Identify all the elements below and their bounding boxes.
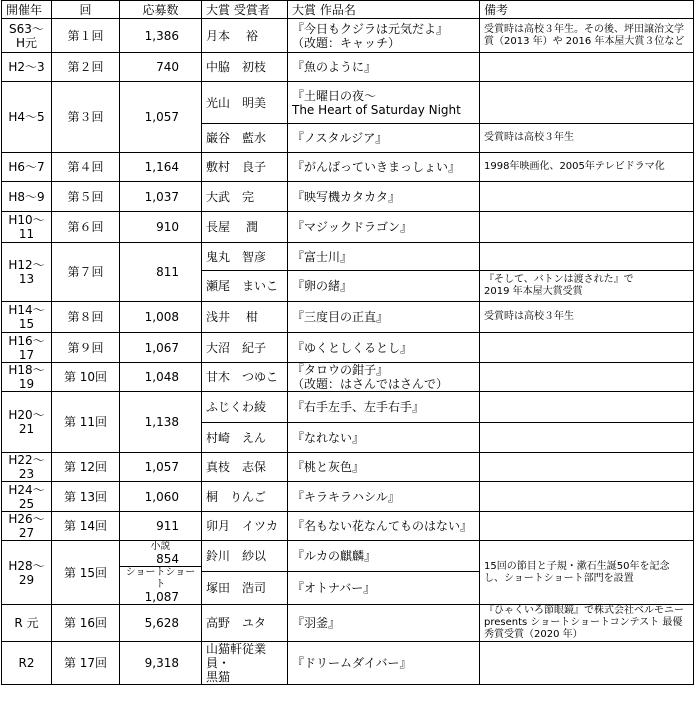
table-row [2, 182, 694, 212]
cell-title: 『なれない』 [288, 423, 480, 453]
table-row [2, 453, 694, 482]
cell-note [480, 182, 694, 212]
cell-year: H26〜27 [2, 512, 52, 541]
cell-title: 『ノスタルジア』 [288, 124, 480, 153]
table-row [2, 605, 694, 642]
cell-winner: 巌谷 藍水 [202, 124, 288, 153]
header-year: 開催年 [2, 1, 52, 19]
header-note: 備考 [480, 1, 694, 19]
count-category-label: ショートショート [125, 567, 196, 590]
cell-title: 『名もない花なんてものはない』 [288, 512, 480, 541]
cell-year: H28〜29 [2, 541, 52, 605]
cell-year: H14〜15 [2, 302, 52, 333]
cell-count: 1,048 [120, 363, 202, 392]
cell-count: 811 [120, 243, 202, 302]
cell-title: 『マジックドラゴン』 [288, 212, 480, 243]
cell-round: 第４回 [52, 153, 120, 182]
cell-note [480, 82, 694, 124]
header-title: 大賞 作品名 [288, 1, 480, 19]
cell-year: H8〜9 [2, 182, 52, 212]
cell-year: H4〜5 [2, 82, 52, 153]
cell-round: 第 15回 [52, 541, 120, 605]
cell-title: 『オトナバー』 [288, 572, 480, 605]
cell-round: 第７回 [52, 243, 120, 302]
cell-winner: 鈴川 紗以 [202, 541, 288, 572]
cell-title: 『映写機カタカタ』 [288, 182, 480, 212]
table-row [2, 392, 694, 423]
cell-count: 911 [120, 512, 202, 541]
cell-title: 『右手左手、左手右手』 [288, 392, 480, 423]
cell-title: 『ゆくとしくるとし』 [288, 333, 480, 363]
award-table [1, 0, 694, 685]
cell-note [480, 392, 694, 423]
cell-note: 『ひゃくいろ節眼鏡』で株式会社ベルモニー presents ショートショートコンテスト 最優秀賞受賞（2020 年） [480, 605, 694, 642]
cell-round: 第３回 [52, 82, 120, 153]
cell-round: 第８回 [52, 302, 120, 333]
cell-title: 『富士川』 [288, 243, 480, 271]
header-round: 回 [52, 1, 120, 19]
cell-winner: 鬼丸 智彦 [202, 243, 288, 271]
cell-round: 第 16回 [52, 605, 120, 642]
cell-winner: 光山 明美 [202, 82, 288, 124]
cell-round: 第 12回 [52, 453, 120, 482]
cell-title: 『土曜日の夜〜 The Heart of Saturday Night [288, 82, 480, 124]
cell-round: 第 17回 [52, 642, 120, 685]
cell-title: 『三度目の正直』 [288, 302, 480, 333]
cell-year: H10〜11 [2, 212, 52, 243]
cell-count: 740 [120, 53, 202, 82]
cell-count [120, 541, 202, 605]
cell-round: 第２回 [52, 53, 120, 82]
table-row [2, 19, 694, 53]
cell-title: 『タロウの鉗子』 （改題：はさんではさんで） [288, 363, 480, 392]
table-row [2, 512, 694, 541]
cell-count: 1,057 [120, 82, 202, 153]
table-row [2, 302, 694, 333]
cell-round: 第 14回 [52, 512, 120, 541]
cell-note: 1998年映画化、2005年テレビドラマ化 [480, 153, 694, 182]
cell-count: 9,318 [120, 642, 202, 685]
cell-title: 『羽釜』 [288, 605, 480, 642]
cell-note: 15回の節目と子規・漱石生誕50年を記念し、ショートショート部門を設置 [480, 541, 694, 605]
cell-note [480, 333, 694, 363]
cell-winner: 塚田 浩司 [202, 572, 288, 605]
table-row [2, 333, 694, 363]
cell-year: H6〜7 [2, 153, 52, 182]
cell-round: 第 11回 [52, 392, 120, 453]
cell-note [480, 423, 694, 453]
cell-round: 第９回 [52, 333, 120, 363]
cell-year: R2 [2, 642, 52, 685]
cell-year: H24〜25 [2, 482, 52, 512]
cell-winner: 大武 完 [202, 182, 288, 212]
table-row [2, 82, 694, 124]
cell-winner: ふじくわ綾 [202, 392, 288, 423]
cell-winner: 真枝 志保 [202, 453, 288, 482]
cell-winner: 甘木 つゆこ [202, 363, 288, 392]
cell-winner: 桐 りんご [202, 482, 288, 512]
cell-year: R 元 [2, 605, 52, 642]
cell-count: 1,386 [120, 19, 202, 53]
cell-note: 受賞時は高校３年生 [480, 302, 694, 333]
cell-count: 1,060 [120, 482, 202, 512]
cell-note [480, 453, 694, 482]
cell-winner: 瀬尾 まいこ [202, 271, 288, 302]
cell-round: 第５回 [52, 182, 120, 212]
cell-note [480, 642, 694, 685]
cell-winner: 敷村 良子 [202, 153, 288, 182]
cell-winner: 長屋 潤 [202, 212, 288, 243]
cell-winner: 高野 ユタ [202, 605, 288, 642]
cell-count: 1,037 [120, 182, 202, 212]
cell-title: 『今日もクジラは元気だよ』 （改題：キャッチ） [288, 19, 480, 53]
cell-year: H16〜17 [2, 333, 52, 363]
cell-year: H2〜3 [2, 53, 52, 82]
table-row [2, 53, 694, 82]
cell-count: 1,008 [120, 302, 202, 333]
cell-note: 受賞時は高校３年生 [480, 124, 694, 153]
cell-year: S63〜 H元 [2, 19, 52, 53]
cell-round: 第 10回 [52, 363, 120, 392]
cell-title: 『ルカの麒麟』 [288, 541, 480, 572]
header-row [2, 1, 694, 19]
cell-count: 1,164 [120, 153, 202, 182]
cell-note: 『そして、バトンは渡された』で 2019 年本屋大賞受賞 [480, 271, 694, 302]
cell-year: H18〜19 [2, 363, 52, 392]
table-row [2, 212, 694, 243]
header-winner: 大賞 受賞者 [202, 1, 288, 19]
count-category-value: 854 [156, 552, 179, 566]
cell-winner: 村崎 えん [202, 423, 288, 453]
cell-title: 『魚のように』 [288, 53, 480, 82]
cell-count: 1,138 [120, 392, 202, 453]
cell-winner: 中脇 初枝 [202, 53, 288, 82]
header-count: 応募数 [120, 1, 202, 19]
cell-year: H20〜21 [2, 392, 52, 453]
table-row [2, 153, 694, 182]
table-row [2, 541, 694, 572]
cell-winner: 月本 裕 [202, 19, 288, 53]
cell-winner: 大沼 紀子 [202, 333, 288, 363]
cell-round: 第 13回 [52, 482, 120, 512]
cell-title: 『桃と灰色』 [288, 453, 480, 482]
cell-note [480, 482, 694, 512]
cell-note [480, 243, 694, 271]
count-category-value: 1,087 [144, 590, 179, 604]
cell-note: 受賞時は高校３年生。その後、坪田譲治文学賞（2013 年）や 2016 年本屋大賞３位など [480, 19, 694, 53]
cell-winner: 浅井 柑 [202, 302, 288, 333]
cell-title: 『卵の緒』 [288, 271, 480, 302]
table-row [2, 243, 694, 271]
table-row [2, 363, 694, 392]
table-row [2, 642, 694, 685]
cell-winner: 卯月 イツカ [202, 512, 288, 541]
cell-round: 第６回 [52, 212, 120, 243]
cell-count: 5,628 [120, 605, 202, 642]
count-category-label: 小説 [150, 541, 171, 552]
cell-year: H22〜23 [2, 453, 52, 482]
cell-count: 910 [120, 212, 202, 243]
cell-count: 1,057 [120, 453, 202, 482]
cell-note [480, 512, 694, 541]
cell-year: H12〜13 [2, 243, 52, 302]
cell-note [480, 212, 694, 243]
cell-title: 『がんばっていきまっしょい』 [288, 153, 480, 182]
cell-round: 第１回 [52, 19, 120, 53]
cell-note [480, 53, 694, 82]
cell-winner: 山猫軒従業員・ 黒猫 [202, 642, 288, 685]
cell-note [480, 363, 694, 392]
cell-title: 『キラキラハシル』 [288, 482, 480, 512]
cell-title: 『ドリームダイバー』 [288, 642, 480, 685]
table-row [2, 482, 694, 512]
cell-count: 1,067 [120, 333, 202, 363]
